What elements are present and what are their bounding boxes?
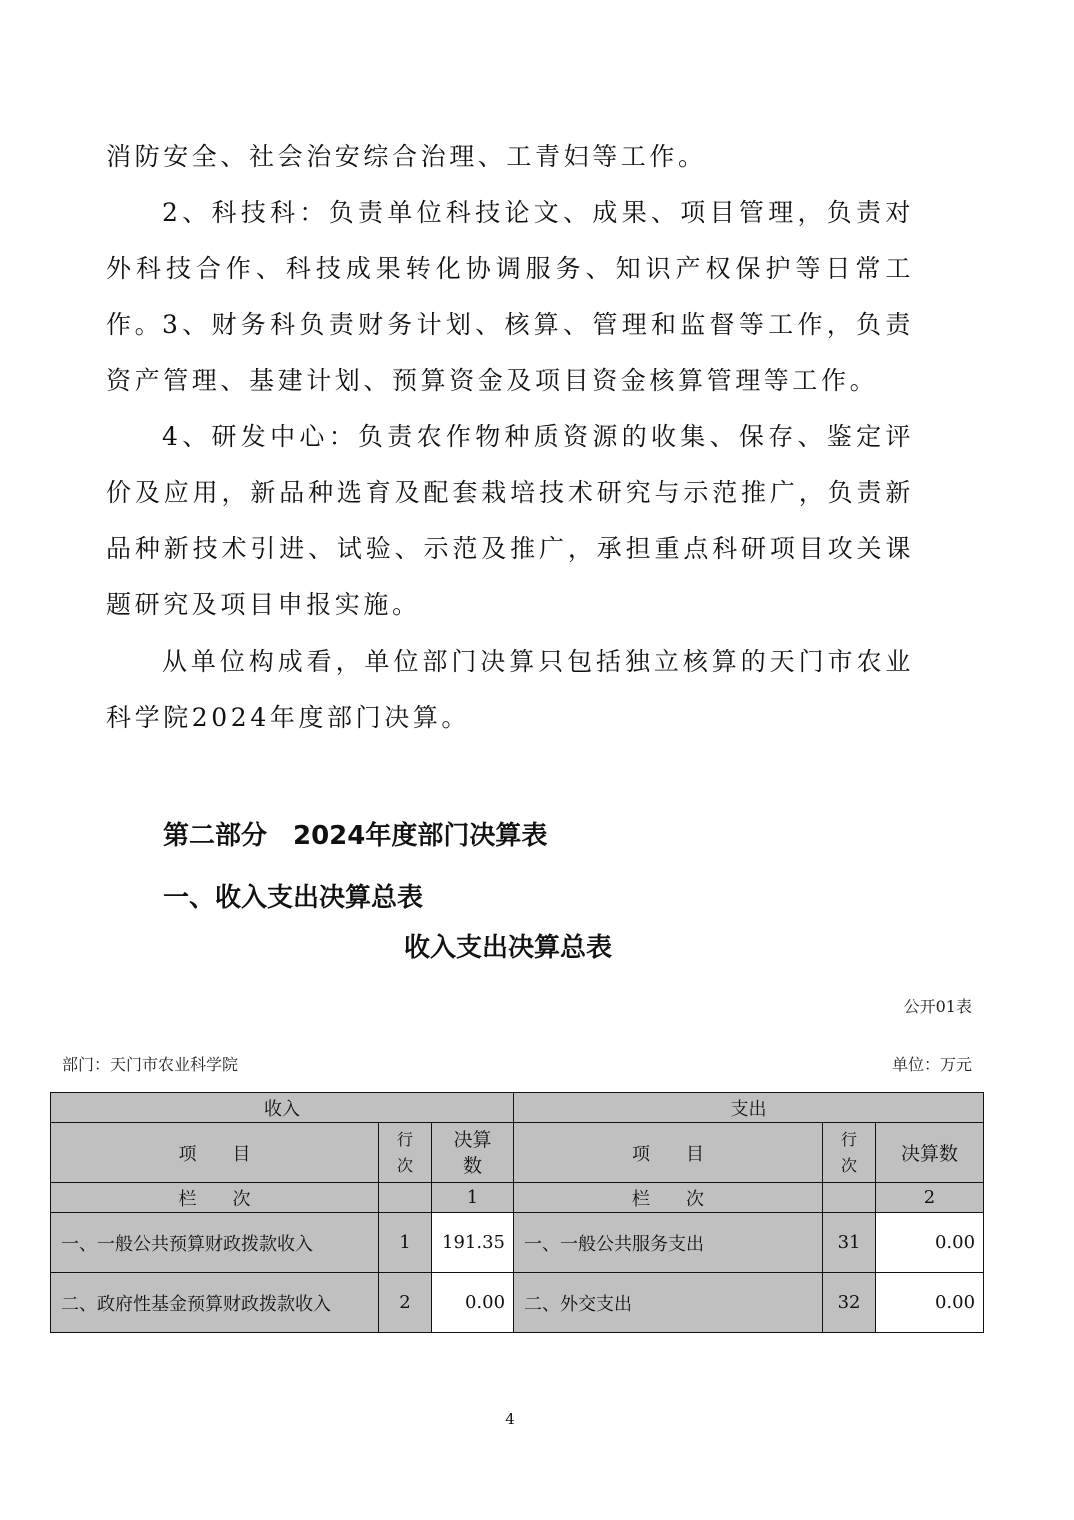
section-heading: 第二部分 2024年度部门决算表	[163, 821, 548, 851]
table-row	[51, 1273, 984, 1333]
expense-row-no: 31	[823, 1213, 876, 1273]
expense-column-label: 栏 次	[514, 1183, 823, 1213]
expense-row-no-header-line1: 行	[841, 1129, 858, 1149]
income-amount-header-line2: 数	[463, 1154, 483, 1177]
table-group-header-row	[51, 1093, 984, 1123]
income-header: 收入	[51, 1093, 514, 1123]
expense-row-no: 32	[823, 1273, 876, 1333]
income-amount-header	[432, 1123, 514, 1183]
income-row-no: 1	[379, 1213, 432, 1273]
income-row-no-header-line1: 行	[396, 1129, 413, 1149]
expense-amount: 0.00	[876, 1273, 984, 1333]
income-expense-table	[50, 1092, 984, 1333]
income-row-no-blank	[379, 1183, 432, 1213]
income-amount: 0.00	[432, 1273, 514, 1333]
table-title: 收入支出决算总表	[404, 933, 613, 963]
expense-header: 支出	[514, 1093, 984, 1123]
paragraph-tech-section: 2、科技科：负责单位科技论文、成果、项目管理，负责对外科技合作、科技成果转化协调服务、知识产权保护等日常工作。	[106, 198, 914, 339]
income-item: 二、政府性基金预算财政拨款收入	[51, 1273, 379, 1333]
paragraph-continuation: 消防安全、社会治安综合治理、工青妇等工作。	[106, 142, 707, 171]
expense-row-no-blank	[823, 1183, 876, 1213]
income-row-no-header-line2: 次	[396, 1155, 413, 1175]
page-number: 4	[505, 1410, 515, 1428]
expense-item: 二、外交支出	[514, 1273, 823, 1333]
paragraph-finance-section: 3、财务科负责财务计划、核算、管理和监督等工作，负责资产管理、基建计划、预算资金及项目资金核算管理等工作。	[106, 310, 914, 395]
expense-row-no-header	[823, 1123, 876, 1183]
income-row-no-header	[379, 1123, 432, 1183]
department-label: 部门：天门市农业科学院	[62, 1055, 239, 1074]
table-column-number-row	[51, 1183, 984, 1213]
expense-column-number: 2	[876, 1183, 984, 1213]
income-item: 一、一般公共预算财政拨款收入	[51, 1213, 379, 1273]
table-row	[51, 1213, 984, 1273]
income-column-number: 1	[432, 1183, 514, 1213]
income-column-label: 栏 次	[51, 1183, 379, 1213]
expense-item-header: 项 目	[514, 1123, 823, 1183]
expense-amount: 0.00	[876, 1213, 984, 1273]
expense-row-no-header-line2: 次	[841, 1155, 858, 1175]
expense-amount-header: 决算数	[876, 1123, 984, 1183]
income-amount-header-line1: 决算	[453, 1128, 492, 1151]
income-item-header: 项 目	[51, 1123, 379, 1183]
income-amount: 191.35	[432, 1213, 514, 1273]
table-column-header-row	[51, 1123, 984, 1183]
paragraph-unit-composition: 从单位构成看，单位部门决算只包括独立核算的天门市农业科学院2024年度部门决算。	[106, 647, 914, 732]
expense-item: 一、一般公共服务支出	[514, 1213, 823, 1273]
table-code: 公开01表	[903, 997, 972, 1016]
income-row-no: 2	[379, 1273, 432, 1333]
paragraph-rd-center: 4、研发中心：负责农作物种质资源的收集、保存、鉴定评价及应用，新品种选育及配套栽培技术研究与示范推广，负责新品种新技术引进、试验、示范及推广，承担重点科研项目攻关课题研究及项目申报实施。	[106, 422, 914, 619]
subsection-heading: 一、收入支出决算总表	[163, 883, 424, 913]
unit-label: 单位：万元	[891, 1055, 972, 1074]
